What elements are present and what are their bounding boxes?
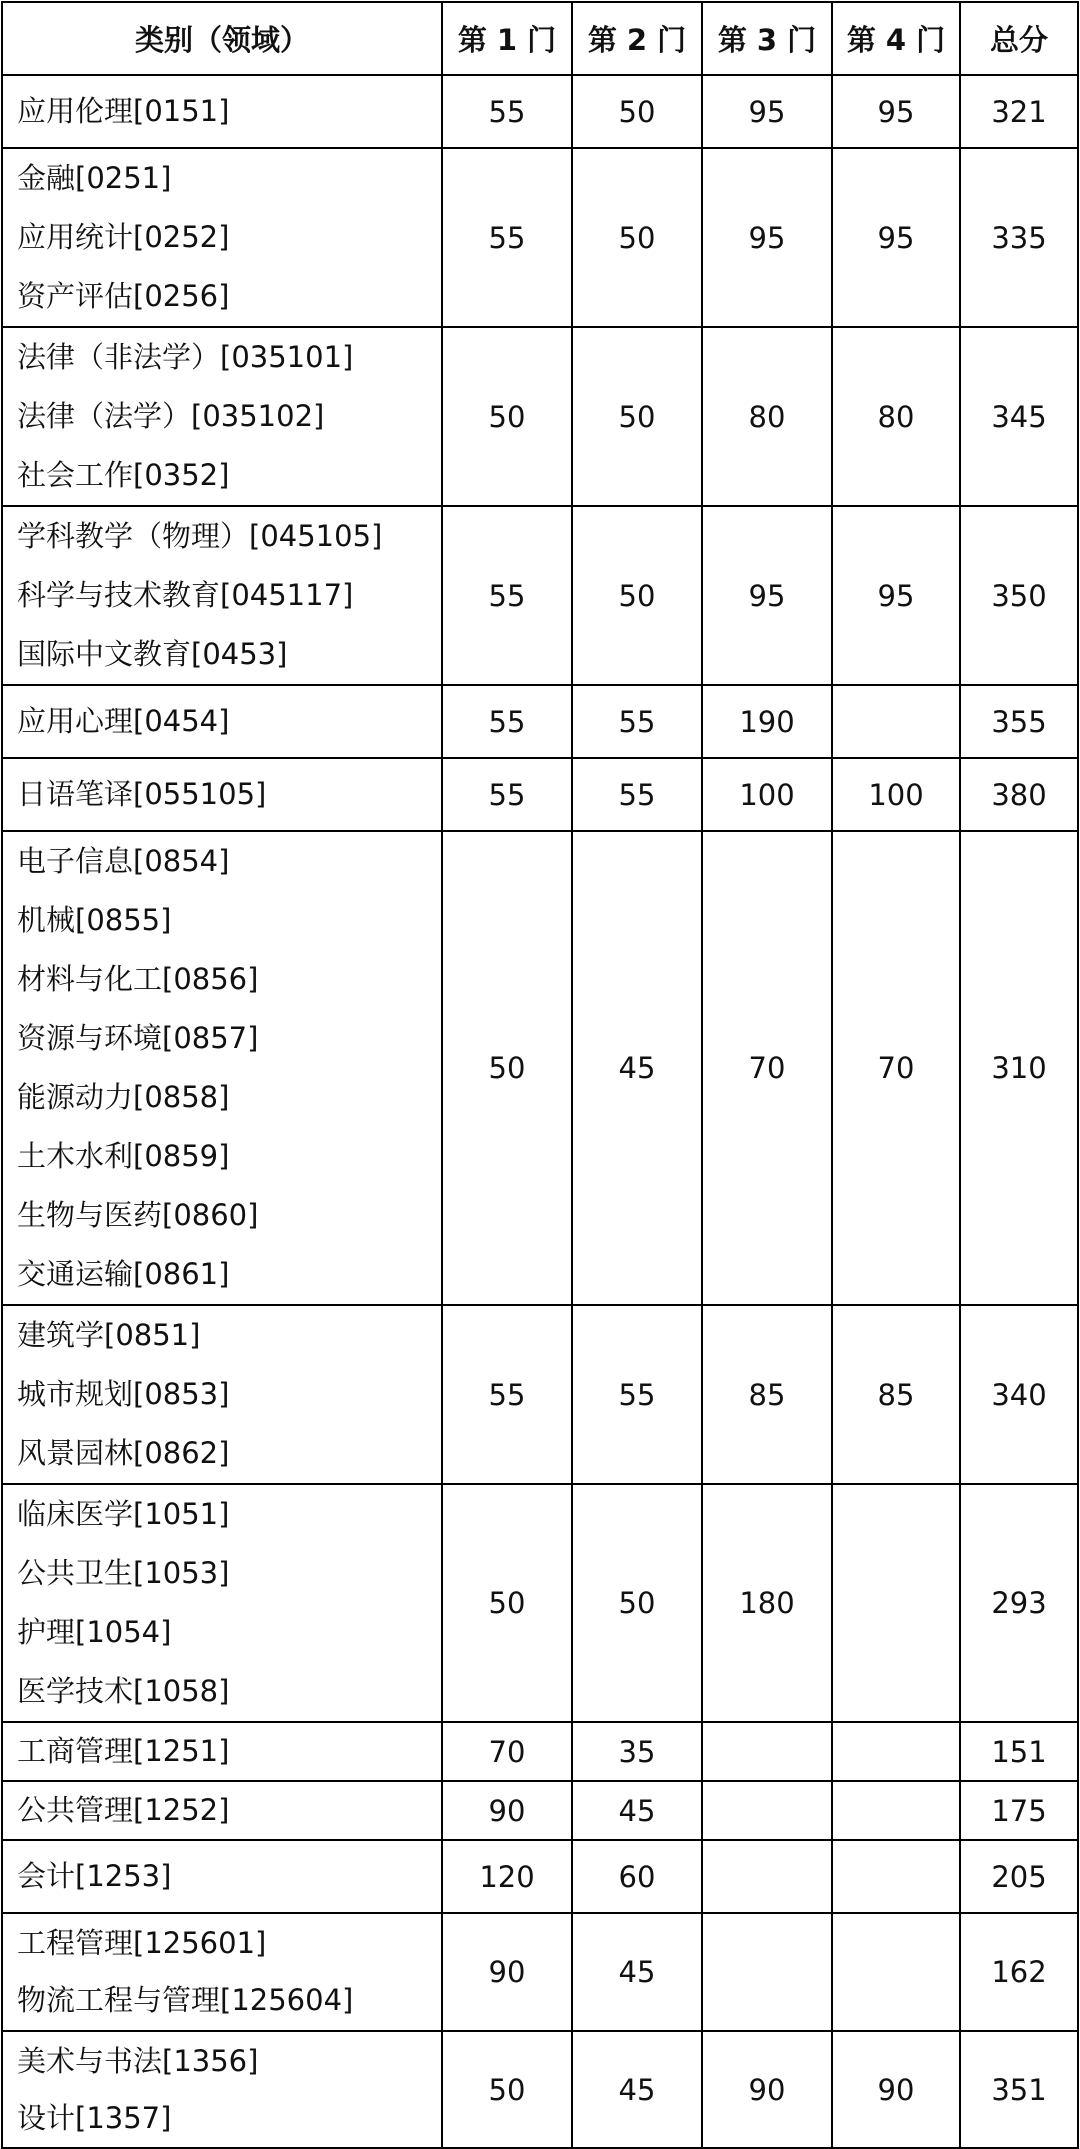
subject-2-score: 55 <box>572 1305 702 1484</box>
subject-3-score: 100 <box>702 758 832 831</box>
table-row <box>2 148 1078 327</box>
header-subject-4: 第 4 门 <box>832 2 960 75</box>
subject-4-score <box>832 1484 960 1722</box>
subject-3-score: 95 <box>702 506 832 685</box>
subject-1-score: 55 <box>442 758 572 831</box>
category-label: 能源动力[0858] <box>17 1080 230 1114</box>
category-label: 工商管理[1251] <box>17 1734 230 1768</box>
subject-2-score: 60 <box>572 1840 702 1913</box>
subject-4-score: 100 <box>832 758 960 831</box>
category-cell <box>2 1913 442 2031</box>
subject-3-score: 70 <box>702 831 832 1305</box>
table-row <box>2 831 1078 1305</box>
table-row <box>2 1722 1078 1781</box>
total-score: 340 <box>960 1305 1078 1484</box>
subject-1-score: 120 <box>442 1840 572 1913</box>
table-row <box>2 506 1078 685</box>
table-row <box>2 758 1078 831</box>
subject-3-score: 80 <box>702 327 832 506</box>
subject-2-score: 45 <box>572 2031 702 2148</box>
subject-1-score: 55 <box>442 685 572 758</box>
category-label: 工程管理[125601] <box>17 1926 267 1960</box>
category-label: 金融[0251] <box>17 161 172 195</box>
header-row <box>2 2 1078 75</box>
subject-4-score: 80 <box>832 327 960 506</box>
category-label: 城市规划[0853] <box>17 1377 230 1411</box>
subject-3-score: 190 <box>702 685 832 758</box>
category-cell <box>2 1840 442 1913</box>
subject-4-score: 70 <box>832 831 960 1305</box>
subject-3-score: 85 <box>702 1305 832 1484</box>
subject-3-score <box>702 1913 832 2031</box>
category-cell <box>2 1781 442 1840</box>
table-row <box>2 1913 1078 2031</box>
category-label: 物流工程与管理[125604] <box>17 1983 354 2017</box>
subject-4-score: 95 <box>832 75 960 148</box>
subject-2-score: 45 <box>572 1913 702 2031</box>
subject-2-score: 45 <box>572 1781 702 1840</box>
total-score: 151 <box>960 1722 1078 1781</box>
total-score: 355 <box>960 685 1078 758</box>
subject-3-score <box>702 1781 832 1840</box>
category-label: 风景园林[0862] <box>17 1436 230 1470</box>
subject-2-score: 55 <box>572 758 702 831</box>
total-score: 335 <box>960 148 1078 327</box>
subject-1-score: 55 <box>442 148 572 327</box>
category-label: 法律（法学）[035102] <box>17 399 325 433</box>
category-label: 公共卫生[1053] <box>17 1556 230 1590</box>
total-score: 380 <box>960 758 1078 831</box>
subject-1-score: 55 <box>442 506 572 685</box>
category-label: 国际中文教育[0453] <box>17 637 288 671</box>
category-label: 临床医学[1051] <box>17 1497 230 1531</box>
category-label: 土木水利[0859] <box>17 1139 230 1173</box>
subject-3-score: 90 <box>702 2031 832 2148</box>
category-label: 公共管理[1252] <box>17 1793 230 1827</box>
subject-4-score <box>832 1840 960 1913</box>
category-cell <box>2 1484 442 1722</box>
category-label: 应用统计[0252] <box>17 220 230 254</box>
subject-2-score: 35 <box>572 1722 702 1781</box>
category-label: 科学与技术教育[045117] <box>17 578 354 612</box>
subject-2-score: 50 <box>572 506 702 685</box>
subject-1-score: 70 <box>442 1722 572 1781</box>
subject-2-score: 50 <box>572 75 702 148</box>
category-label: 社会工作[0352] <box>17 458 230 492</box>
subject-3-score: 95 <box>702 75 832 148</box>
category-cell <box>2 758 442 831</box>
category-label: 日语笔译[055105] <box>17 777 267 811</box>
category-label: 机械[0855] <box>17 903 172 937</box>
subject-4-score <box>832 685 960 758</box>
category-label: 美术与书法[1356] <box>17 2044 259 2078</box>
table-row <box>2 1484 1078 1722</box>
subject-2-score: 45 <box>572 831 702 1305</box>
subject-4-score: 90 <box>832 2031 960 2148</box>
subject-4-score <box>832 1781 960 1840</box>
subject-1-score: 55 <box>442 75 572 148</box>
subject-3-score <box>702 1722 832 1781</box>
total-score: 345 <box>960 327 1078 506</box>
total-score: 205 <box>960 1840 1078 1913</box>
category-label: 医学技术[1058] <box>17 1674 230 1708</box>
subject-1-score: 55 <box>442 1305 572 1484</box>
category-label: 法律（非法学）[035101] <box>17 340 354 374</box>
category-label: 会计[1253] <box>17 1859 172 1893</box>
category-label: 材料与化工[0856] <box>17 962 259 996</box>
subject-3-score: 180 <box>702 1484 832 1722</box>
category-label: 生物与医药[0860] <box>17 1198 259 1232</box>
table-row <box>2 685 1078 758</box>
subject-4-score <box>832 1913 960 2031</box>
category-cell <box>2 506 442 685</box>
subject-4-score <box>832 1722 960 1781</box>
category-label: 建筑学[0851] <box>17 1318 201 1352</box>
score-table <box>1 1 1079 2149</box>
total-score: 321 <box>960 75 1078 148</box>
category-label: 资源与环境[0857] <box>17 1021 259 1055</box>
total-score: 162 <box>960 1913 1078 2031</box>
subject-3-score: 95 <box>702 148 832 327</box>
category-cell <box>2 148 442 327</box>
subject-2-score: 50 <box>572 327 702 506</box>
header-subject-2: 第 2 门 <box>572 2 702 75</box>
subject-1-score: 90 <box>442 1913 572 2031</box>
subject-2-score: 55 <box>572 685 702 758</box>
subject-1-score: 50 <box>442 1484 572 1722</box>
subject-4-score: 95 <box>832 148 960 327</box>
category-label: 电子信息[0854] <box>17 844 230 878</box>
subject-4-score: 95 <box>832 506 960 685</box>
category-label: 应用伦理[0151] <box>17 94 230 128</box>
table-row <box>2 1781 1078 1840</box>
category-cell <box>2 1305 442 1484</box>
subject-1-score: 50 <box>442 831 572 1305</box>
subject-2-score: 50 <box>572 1484 702 1722</box>
total-score: 351 <box>960 2031 1078 2148</box>
total-score: 293 <box>960 1484 1078 1722</box>
category-cell <box>2 831 442 1305</box>
subject-1-score: 50 <box>442 2031 572 2148</box>
subject-1-score: 90 <box>442 1781 572 1840</box>
table-row <box>2 2031 1078 2148</box>
subject-3-score <box>702 1840 832 1913</box>
header-total: 总分 <box>960 2 1078 75</box>
category-label: 护理[1054] <box>17 1615 172 1649</box>
category-label: 应用心理[0454] <box>17 704 230 738</box>
header-subject-3: 第 3 门 <box>702 2 832 75</box>
table-row <box>2 327 1078 506</box>
total-score: 175 <box>960 1781 1078 1840</box>
table-row <box>2 1840 1078 1913</box>
category-label: 学科教学（物理）[045105] <box>17 519 383 553</box>
category-label: 交通运输[0861] <box>17 1257 230 1291</box>
subject-1-score: 50 <box>442 327 572 506</box>
category-cell <box>2 1722 442 1781</box>
total-score: 350 <box>960 506 1078 685</box>
table-row <box>2 1305 1078 1484</box>
subject-4-score: 85 <box>832 1305 960 1484</box>
category-cell <box>2 685 442 758</box>
subject-2-score: 50 <box>572 148 702 327</box>
header-subject-1: 第 1 门 <box>442 2 572 75</box>
category-cell <box>2 2031 442 2148</box>
table-row <box>2 75 1078 148</box>
header-category: 类别（领域） <box>2 2 442 75</box>
category-label: 资产评估[0256] <box>17 279 230 313</box>
total-score: 310 <box>960 831 1078 1305</box>
category-cell <box>2 327 442 506</box>
category-cell <box>2 75 442 148</box>
category-label: 设计[1357] <box>17 2100 172 2135</box>
